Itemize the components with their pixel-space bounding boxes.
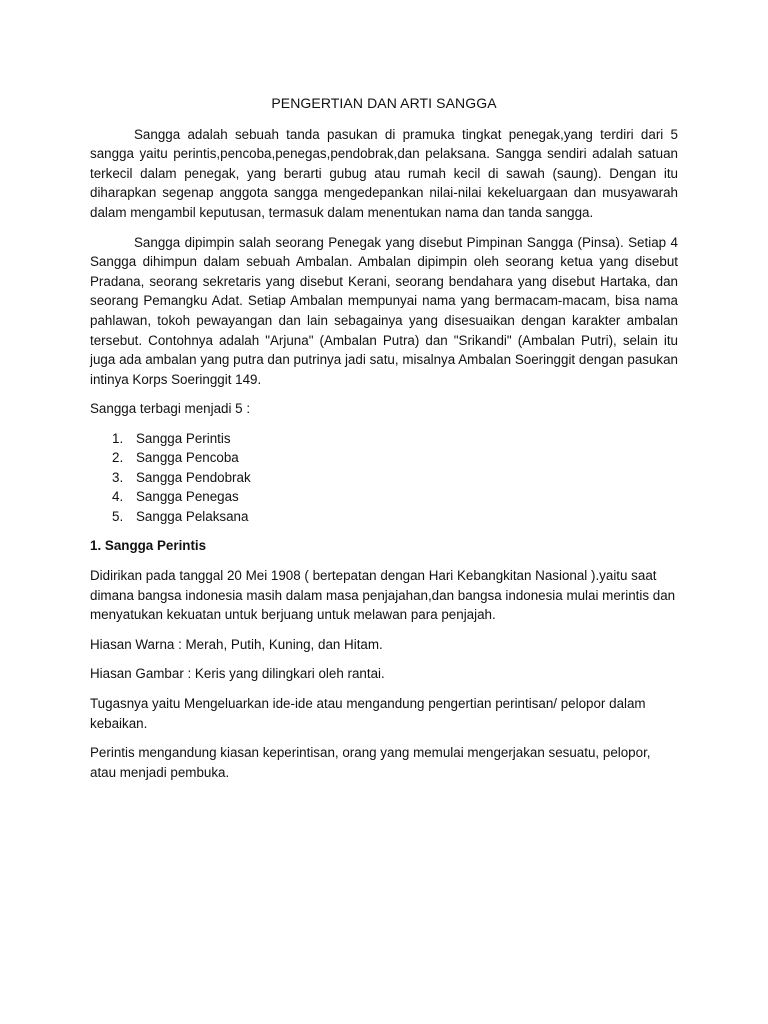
list-item [90, 429, 678, 449]
list-item [90, 487, 678, 507]
list-item-label: Sangga Pendobrak [136, 469, 251, 485]
list-intro: Sangga terbagi menjadi 5 : [90, 401, 251, 417]
list-item-label: Sangga Penegas [136, 489, 239, 505]
sangga-list [90, 429, 678, 527]
list-item [90, 468, 678, 488]
list-item [90, 448, 678, 468]
document-title: PENGERTIAN DAN ARTI SANGGA [271, 95, 497, 111]
list-item-label: Sangga Pencoba [136, 450, 239, 466]
list-item-number: 1. [112, 430, 124, 446]
document-page [90, 94, 678, 792]
list-item-number: 3. [112, 469, 124, 485]
list-item [90, 507, 678, 527]
list-item-number: 5. [112, 508, 124, 524]
list-item-label: Sangga Perintis [136, 430, 231, 446]
paragraph-perintis-description: Perintis mengandung kiasan keperintisan, orang yang memulai mengerjakan sesuatu, pelopor, atau menjadi pembuka. [90, 745, 651, 780]
section-heading-perintis: 1. Sangga Perintis [90, 538, 207, 554]
list-item-number: 2. [112, 450, 124, 466]
list-item-number: 4. [112, 489, 124, 505]
paragraph-perintis-history: Didirikan pada tanggal 20 Mei 1908 ( bertepatan dengan Hari Kebangkitan Nasional ).yaitu saat dimana bangsa indonesia masih dalam masa penjajahan,dan bangsa indonesia mulai merintis dan menyatukan kekuatan untuk berjuang untuk melawan para penjajah. [90, 568, 676, 623]
list-item-label: Sangga Pelaksana [136, 508, 249, 524]
paragraph-hiasan-warna: Hiasan Warna : Merah, Putih, Kuning, dan Hitam. [90, 636, 383, 652]
paragraph-leadership: Sangga dipimpin salah seorang Penegak yang disebut Pimpinan Sangga (Pinsa). Setiap 4 Sangga dihimpun dalam sebuah Ambalan. Ambalan dipimpin oleh seorang ketua yang disebut Pradana, seorang sekretaris yang disebut Kerani, seorang bendahara yang disebut Hartaka, dan seorang Pemangku Adat. Setiap Ambalan mempunyai nama yang bermacam-macam, bisa nama pahlawan, tokoh pewayangan dan lain sebagainya yang disesuaikan dengan karakter ambalan tersebut. Contohnya adalah "Arjuna" (Ambalan Putra) dan "Srikandi" (Ambalan Putri), selain itu juga ada ambalan yang putra dan putrinya jadi satu, misalnya Ambalan Soeringgit dengan pasukan intinya Korps Soeringgit 149. [90, 234, 678, 387]
paragraph-hiasan-gambar: Hiasan Gambar : Keris yang dilingkari oleh rantai. [90, 666, 385, 682]
paragraph-definition: Sangga adalah sebuah tanda pasukan di pramuka tingkat penegak,yang terdiri dari 5 sangga yaitu perintis,pencoba,penegas,pendobrak,dan pelaksana. Sangga sendiri adalah satuan terkecil dalam penegak, yang berarti gubug atau rumah kecil di sawah (saung). Dengan itu diharapkan segenap anggota sangga mengedepankan nilai-nilai kekeluargaan dan musyawarah dalam mengambil keputusan, termasuk dalam menentukan nama dan tanda sangga. [90, 126, 678, 220]
paragraph-tugas: Tugasnya yaitu Mengeluarkan ide-ide atau mengandung pengertian perintisan/ pelopor dalam kebaikan. [90, 695, 646, 731]
